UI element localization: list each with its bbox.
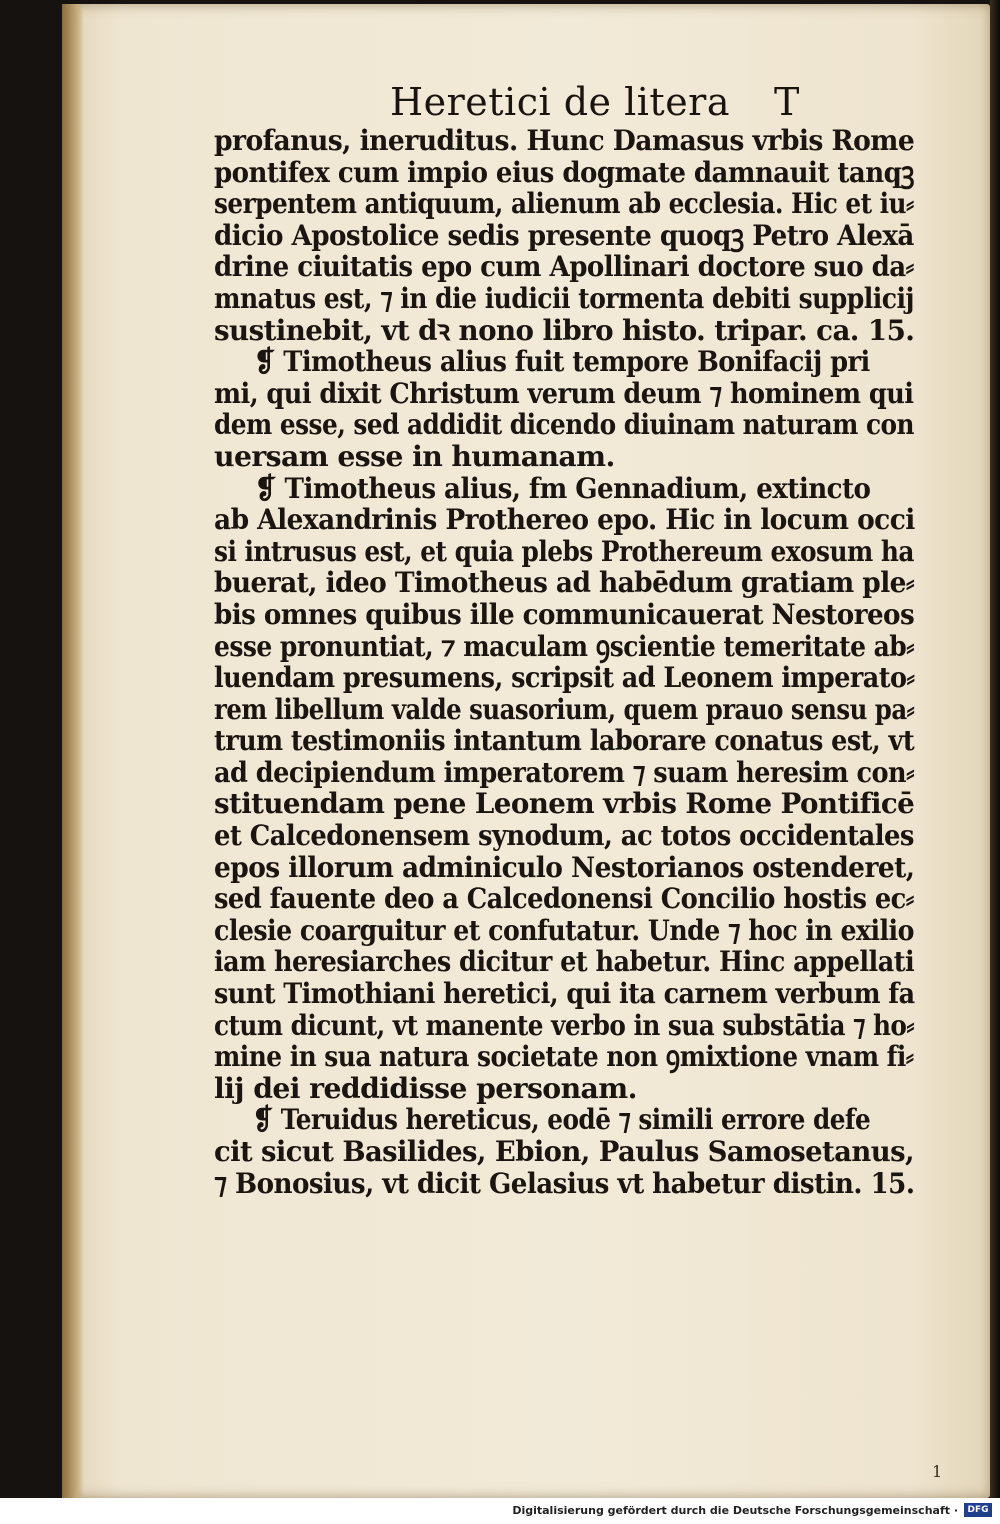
text-line: epos illorum adminiculo Nestorianos ostenderet,: [214, 849, 915, 884]
text-line: serpentem antiquum, alienum ab ecclesia. Hic et iu⸗: [214, 186, 914, 221]
text-line: si intrusus est, et quia plebs Prothereum exosum ha: [214, 533, 914, 568]
text-line: ❡ Timotheus alius, fm Gennadium, extincto: [254, 470, 871, 505]
text-line: ab Alexandrinis Prothereo epo. Hic in locum occi: [214, 502, 915, 537]
text-line: drine ciuitatis epo cum Apollinari doctore suo da⸗: [214, 249, 914, 284]
text-line: mi, qui dixit Christum verum deum ⁊ hominem qui: [214, 375, 914, 410]
text-line: mnatus est, ⁊ in die iudicii tormenta debiti supplicij: [214, 280, 914, 315]
text-line: ctum dicunt, vt manente verbo in sua substātia ⁊ ho⸗: [214, 1007, 915, 1042]
text-line: clesie coarguitur et confutatur. Unde ⁊ hoc in exilio: [214, 912, 914, 947]
footer-credit: Digitalisierung gefördert durch die Deutsche Forschungsgemeinschaft ·: [512, 1504, 958, 1517]
text-line: mine in sua natura societate non ꝯmixtione vnam fi⸗: [214, 1039, 914, 1074]
dfg-logo: DFG: [964, 1503, 992, 1517]
text-line: buerat, ideo Timotheus ad habēdum gratiam ple⸗: [214, 565, 915, 600]
text-line: et Calcedonensem synodum, ac totos occidentales: [214, 818, 914, 853]
footer-bar: [0, 1498, 1000, 1524]
text-line: rem libellum valde suasorium, quem prauo sensu pa⸗: [214, 691, 915, 726]
text-line: esse pronuntiat, ⁊ maculam ꝯscientie temeritate ab⸗: [214, 628, 915, 663]
text-line: sed fauente deo a Calcedonensi Concilio hostis ec⸗: [214, 881, 914, 916]
page-gutter: [62, 4, 84, 1498]
text-line: luendam presumens, scripsit ad Leonem imperato⸗: [214, 660, 915, 695]
text-line: trum testimoniis intantum laborare conatus est, vt: [214, 723, 915, 758]
text-line: ⁊ Bonosius, vt dicit Gelasius vt habetur distin. 15.: [214, 1165, 915, 1200]
signature-letter: T: [774, 80, 800, 124]
text-line: pontifex cum impio eius dogmate damnauit tanqꝫ: [214, 154, 915, 189]
corner-mark: 1: [932, 1462, 943, 1481]
body-text: [214, 125, 914, 1199]
text-line: sustinebit, vt dꝛ nono libro histo. tripar. ca. 15.: [214, 312, 915, 347]
text-line: bis omnes quibus ille communicauerat Nestoreos: [214, 596, 915, 631]
text-line: lij dei reddidisse personam.: [214, 1070, 637, 1105]
text-line: uersam esse in humanam.: [214, 438, 615, 473]
text-line: profanus, ineruditus. Hunc Damasus vrbis Rome: [214, 123, 915, 157]
text-line: dicio Apostolice sedis presente quoqꝫ Petro Alexā: [214, 217, 914, 252]
page-edge: [990, 0, 1000, 1500]
text-line: stituendam pene Leonem vrbis Rome Pontificē: [214, 786, 915, 821]
running-title: Heretici de litera: [390, 80, 730, 124]
text-line: sunt Timothiani heretici, qui ita carnem verbum fa: [214, 976, 915, 1011]
text-line: iam heresiarches dicitur et habetur. Hinc appellati: [214, 944, 915, 979]
text-line: ad decipiendum imperatorem ⁊ suam heresim con⸗: [214, 754, 915, 789]
text-line: ❡ Teruidus hereticus, eodē ⁊ simili errore defe: [252, 1102, 871, 1137]
text-line: dem esse, sed addidit dicendo diuinam naturam con: [214, 407, 915, 442]
text-line: ❡ Timotheus alius fuit tempore Bonifacij pri: [253, 344, 870, 379]
text-line: cit sicut Basilides, Ebion, Paulus Samosetanus,: [214, 1134, 914, 1168]
